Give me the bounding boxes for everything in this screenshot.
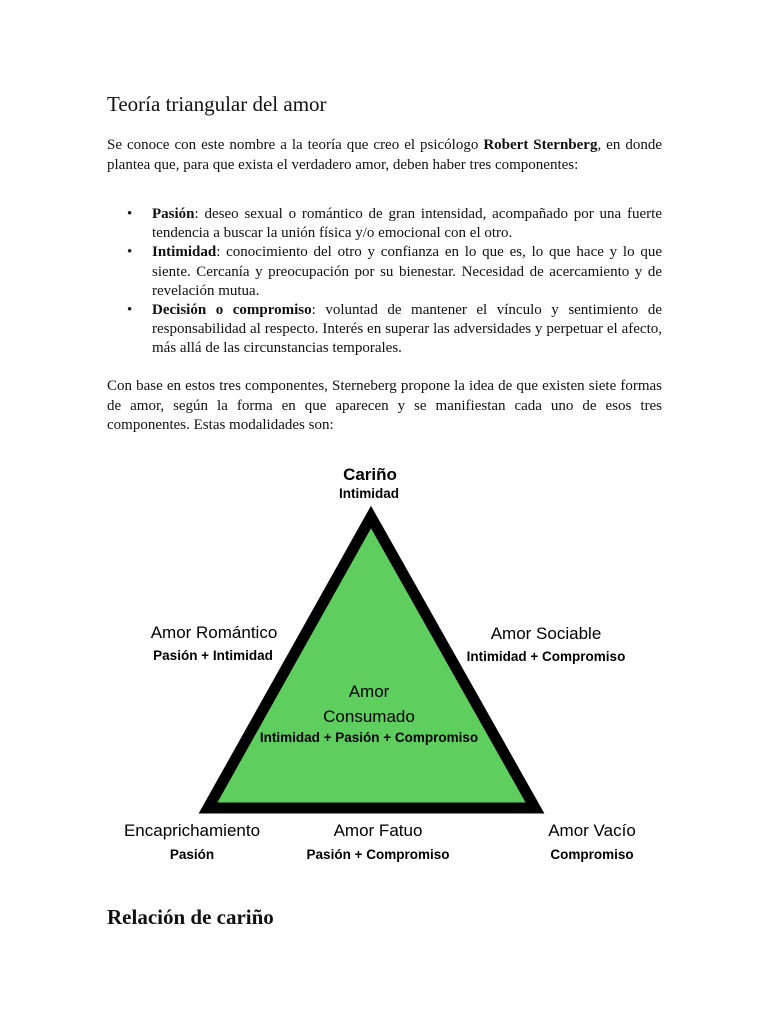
label-amor-romantico-name: Amor Romántico — [150, 623, 278, 642]
label-carino-components: Intimidad — [339, 486, 399, 501]
label-amor-fatuo-name: Amor Fatuo — [333, 821, 423, 840]
component-description: : conocimiento del otro y confianza en lo que es, lo que hace y lo que siente. Cercanía y preocupación por su bienestar. Necesidad de acercamiento y de revelación mutua. — [152, 244, 662, 299]
label-amor-vacio-components: Compromiso — [550, 847, 634, 862]
component-description: : voluntad de mantener el vínculo y sentimiento de responsabilidad al respecto. Interés en superar las adversidades y perpetuar el afecto, más allá de las circunstancias temporales. — [152, 302, 662, 357]
intro-text-after: , en donde plantea que, para que exista el verdadero amor, deben haber tres componentes: — [107, 137, 662, 173]
author-name: Robert Sternberg — [483, 137, 598, 153]
intro-text-before: Se conoce con este nombre a la teoría que creo el psicólogo — [107, 137, 484, 153]
component-term: Intimidad — [152, 244, 217, 261]
label-amor-fatuo-components: Pasión + Compromiso — [306, 847, 450, 862]
label-amor-consumado-components: Intimidad + Pasión + Compromiso — [259, 730, 479, 745]
bullet-icon: • — [127, 244, 133, 261]
component-term: Decisión o compromiso — [152, 302, 312, 319]
section-heading: Relación de cariño — [107, 905, 274, 929]
label-amor-sociable-name: Amor Sociable — [490, 624, 602, 643]
component-term: Pasión — [152, 206, 195, 222]
page-title: Teoría triangular del amor — [107, 92, 327, 116]
bullet-icon: • — [127, 302, 133, 319]
label-amor-vacio-name: Amor Vacío — [548, 821, 636, 840]
label-amor-consumado-line2: Consumado — [323, 707, 415, 726]
label-encaprichamiento-components: Pasión — [169, 847, 215, 862]
component-description: : deseo sexual o romántico de gran intensidad, acompañado por una fuerte tendencia a buscar la unión física y/o emocional con el otro. — [152, 206, 662, 242]
label-amor-consumado-line1: Amor — [348, 682, 390, 701]
label-amor-sociable-components: Intimidad + Compromiso — [466, 649, 626, 664]
label-carino-name: Cariño — [343, 465, 397, 484]
bullet-icon: • — [127, 206, 133, 222]
modalities-paragraph: Con base en estos tres componentes, Sterneberg propone la idea de que existen siete formas de amor, según la forma en que aparecen y se manifiestan cada uno de esos tres componentes. Estas modalidades son: — [107, 378, 662, 433]
label-amor-romantico-components: Pasión + Intimidad — [153, 648, 273, 663]
label-encaprichamiento-name: Encaprichamiento — [123, 821, 261, 840]
